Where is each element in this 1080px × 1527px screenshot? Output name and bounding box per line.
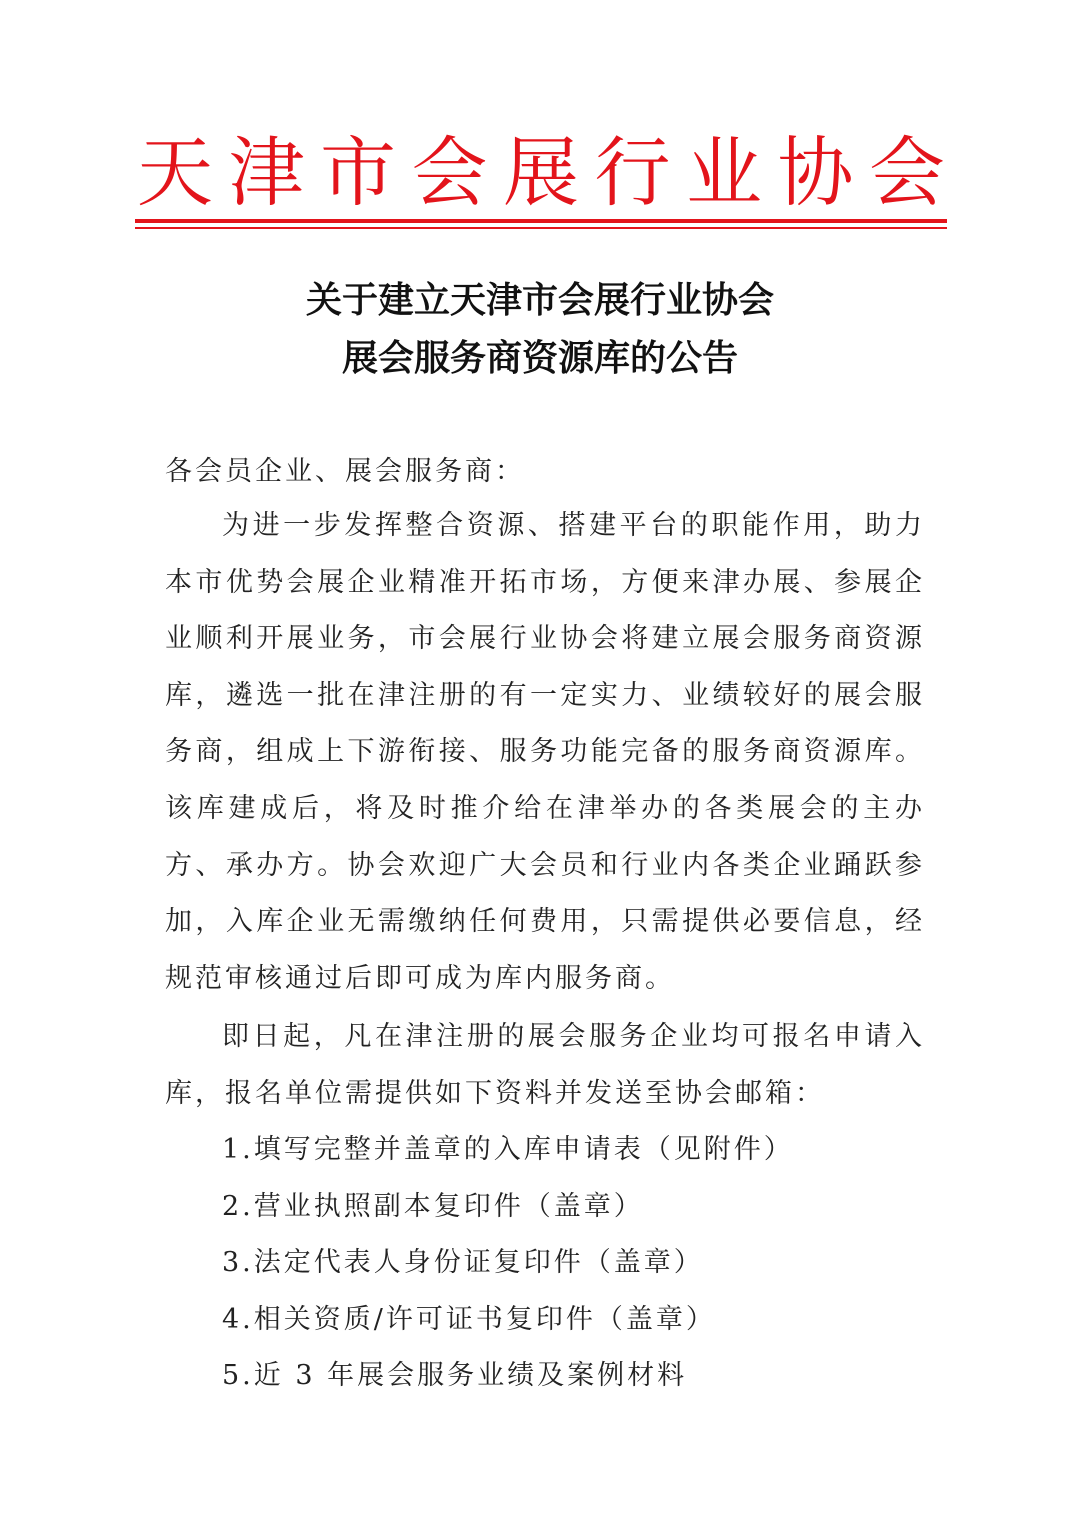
salutation: 各会员企业、展会服务商： xyxy=(165,456,525,487)
requirement-item: 3.法定代表人身份证复印件（盖章） xyxy=(222,1247,704,1279)
letterhead-org-name xyxy=(135,128,947,218)
paragraph-application: 即日起，凡在津注册的展会服务企业均可报名申请入库，报名单位需提供如下资料并发送至协会邮箱： xyxy=(165,1021,925,1109)
letterhead-rule-thin xyxy=(135,227,947,229)
letterhead-char: 天 xyxy=(137,128,213,217)
letterhead-char: 展 xyxy=(503,128,579,217)
letterhead-char: 业 xyxy=(686,128,762,217)
requirement-item: 4.相关资质/许可证书复印件（盖章） xyxy=(222,1303,716,1335)
requirement-item: 5.近 3 年展会服务业绩及案例材料 xyxy=(222,1360,688,1392)
letterhead-char: 协 xyxy=(777,128,854,217)
letterhead-char: 会 xyxy=(869,128,945,217)
requirements-list xyxy=(222,1122,922,1405)
document-title-line-2: 展会服务商资源库的公告 xyxy=(341,338,738,379)
letterhead-rule-thick xyxy=(135,219,947,223)
letterhead-char: 津 xyxy=(228,128,305,217)
paragraph-intro: 为进一步发挥整合资源、搭建平台的职能作用，助力本市优势会展企业精准开拓市场，方便来津办展、参展企业顺利开展业务，市会展行业协会将建立展会服务商资源库，遴选一批在津注册的有一定实力、业绩较好的展会服务商，组成上下游衔接、服务功能完备的服务商资源库。该库建成后，将及时推介给在津举办的各类展会的主办方、承办方。协会欢迎广大会员和行业内各类企业踊跃参加，入库企业无需缴纳任何费用，只需提供必要信息，经规范审核通过后即可成为库内服务商。 xyxy=(165,510,925,994)
requirement-item: 1.填写完整并盖章的入库申请表（见附件） xyxy=(222,1134,794,1165)
letterhead-char: 行 xyxy=(594,128,671,217)
letterhead-char: 会 xyxy=(411,128,488,217)
letterhead-char: 市 xyxy=(320,128,396,217)
requirement-item: 2.营业执照副本复印件（盖章） xyxy=(222,1190,644,1222)
document-title-line-1: 关于建立天津市会展行业协会 xyxy=(305,280,774,321)
